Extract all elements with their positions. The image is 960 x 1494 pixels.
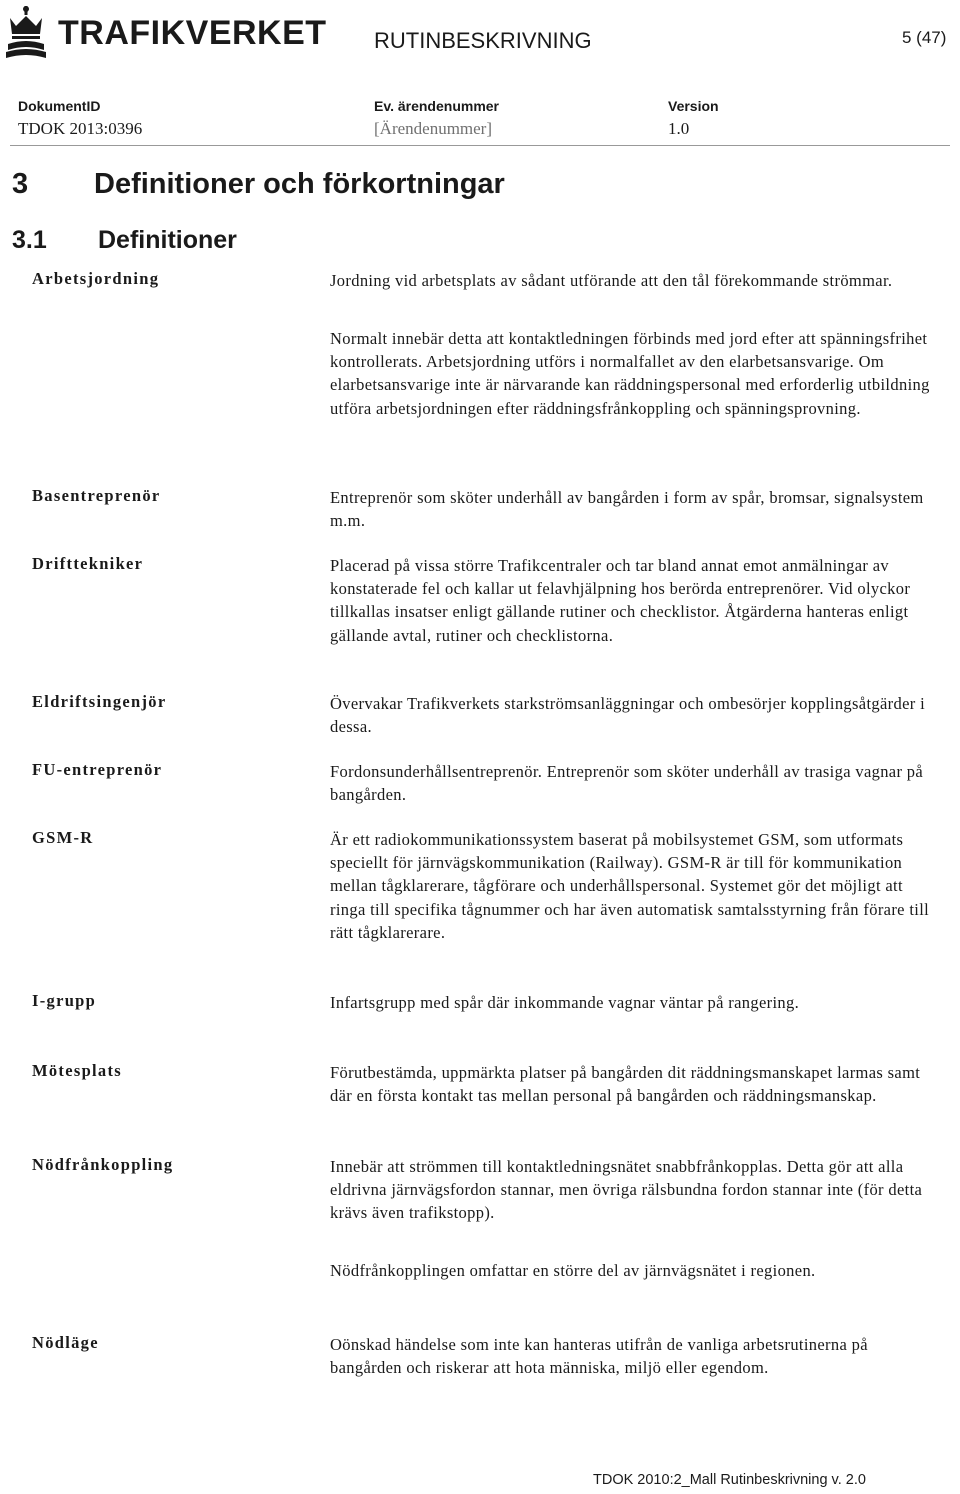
crown-emblem-icon	[4, 4, 48, 62]
section-number: 3	[12, 168, 29, 200]
version-value: 1.0	[668, 119, 690, 138]
doc-id-label: DokumentID	[18, 98, 101, 114]
doc-id-value: TDOK 2013:0396	[18, 119, 143, 138]
definition-basentreprenor: Entreprenör som sköter underhåll av bangården i form av spår, bromsar, signalsystem m.m.	[330, 488, 924, 531]
definition-nodfrankoppling-p1: Innebär att strömmen till kontaktledningsnätet snabbfrånkopplas. Detta gör att alla eldrivna järnvägsfordon stannar, men övriga rälsbundna fordon stannar inte (för detta krävs även trafikstopp).	[330, 1157, 923, 1223]
definition-fu-entreprenor: Fordonsunderhållsentreprenör. Entreprenör som sköter underhåll av trasiga vagnar på bangården.	[330, 762, 924, 805]
subsection-title: Definitioner	[98, 226, 237, 254]
version-label: Version	[668, 98, 719, 114]
section-title: Definitioner och förkortningar	[94, 168, 505, 200]
term-fu-entreprenor: FU-entreprenör	[32, 760, 163, 779]
definition-i-grupp: Infartsgrupp med spår där inkommande vagnar väntar på rangering.	[330, 993, 800, 1012]
footer-template-id: TDOK 2010:2_Mall Rutinbeskrivning v. 2.0	[593, 1472, 866, 1488]
section-heading	[12, 168, 505, 201]
definition-arbetsjordning-p1: Jordning vid arbetsplats av sådant utförande att den tål förekommande strömmar.	[330, 271, 893, 290]
document-type: RUTINBESKRIVNING	[374, 28, 592, 53]
page-number: 5 (47)	[902, 28, 947, 47]
term-drifttekniker: Drifttekniker	[32, 554, 144, 573]
term-eldriftsingenjor: Eldriftsingenjör	[32, 692, 167, 711]
definition-eldriftsingenjor: Övervakar Trafikverkets starkströmsanläggningar och ombesörjer kopplingsåtgärder i dessa.	[330, 694, 926, 737]
subsection-number: 3.1	[12, 226, 47, 254]
term-arbetsjordning: Arbetsjordning	[32, 269, 160, 288]
header-divider	[10, 145, 950, 146]
definition-nodfrankoppling-p2: Nödfrånkopplingen omfattar en större del av järnvägsnätet i regionen.	[330, 1261, 816, 1280]
definition-drifttekniker: Placerad på vissa större Trafikcentraler och tar bland annat emot anmälningar av konstaterade fel och kallar ut felavhjälpning hos berörda entreprenörer. Vid olyckor tillkallas insatser enligt gällande rutiner och checklistor. Åtgärderna hanteras enligt gällande avtal, rutiner och checklistorna.	[330, 556, 911, 645]
definition-motesplats: Förutbestämda, uppmärkta platser på bangården dit räddningsmanskapet larmas samt där en första kontakt tas mellan personal på bangården och räddningsmanskap.	[330, 1063, 921, 1106]
term-gsm-r: GSM-R	[32, 828, 94, 847]
definition-gsm-r: Är ett radiokommunikationssystem baserat på mobilsystemet GSM, som utformats speciellt för järnvägskommunikation (Railway). GSM-R är till för kommunikation mellan tågklarerare, tågförare och underhållspersonal. Systemet gör det möjligt att ringa till specifika tågnummer och har även automatisk samtalsstyrning från förare till rätt tågklarerare.	[330, 830, 930, 942]
case-number-label: Ev. ärendenummer	[374, 98, 500, 114]
term-motesplats: Mötesplats	[32, 1061, 122, 1080]
term-basentreprenor: Basentreprenör	[32, 486, 161, 505]
logo-wordmark: TRAFIKVERKET	[58, 13, 327, 52]
term-nodfrankoppling: Nödfrånkoppling	[32, 1155, 174, 1174]
subsection-heading	[12, 226, 237, 255]
definition-nodlage: Oönskad händelse som inte kan hanteras utifrån de vanliga arbetsrutinerna på bangården och riskerar att hota människa, miljö eller egendom.	[330, 1335, 868, 1378]
trafikverket-logo	[4, 2, 327, 64]
term-i-grupp: I-grupp	[32, 991, 97, 1010]
case-number-value: [Ärendenummer]	[374, 119, 493, 138]
definition-arbetsjordning-p2: Normalt innebär detta att kontaktledningen förbinds med jord efter att spänningsfrihet kontrollerats. Arbetsjordning utförs i normalfallet av den elarbetsansvarige. Om elarbetsansvarige inte är närvarande kan räddningspersonal med erforderlig utbildning utföra arbetsjordningen efter räddningsfrånkoppling och spänningsprovning.	[330, 329, 930, 418]
term-nodlage: Nödläge	[32, 1333, 99, 1352]
